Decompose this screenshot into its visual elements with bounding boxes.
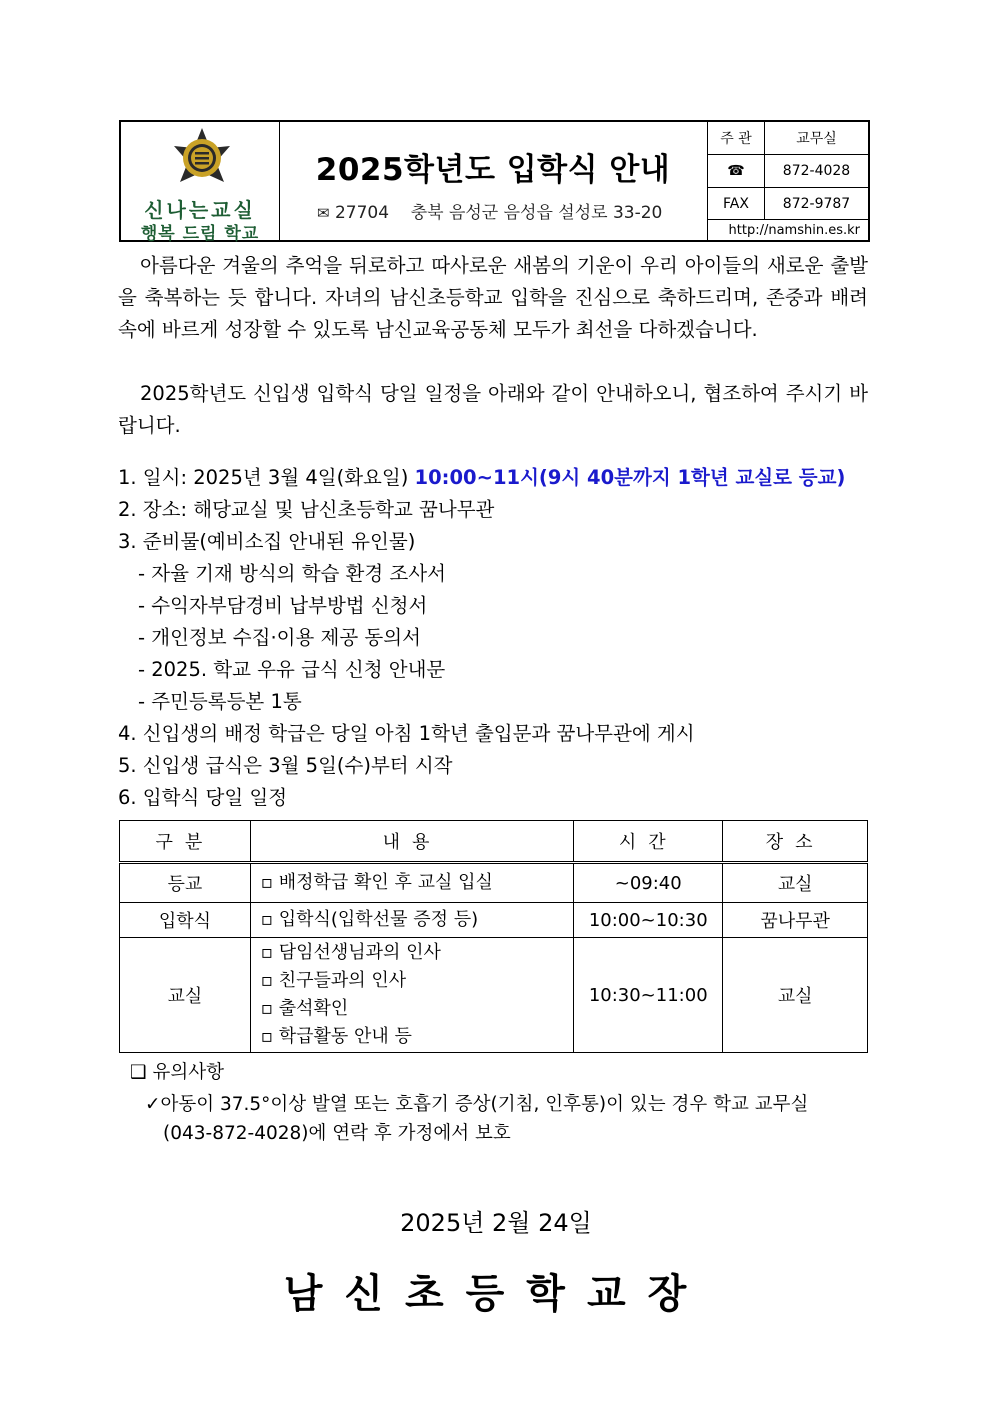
notes-line-1: ✓아동이 37.5°이상 발열 또는 호흡기 증상(기침, 인후통)이 있는 경우 학교 교무실 [145, 1094, 809, 1115]
info-cell [708, 122, 868, 240]
info-row-fax [708, 188, 868, 220]
item-1 [118, 462, 845, 490]
time-cell: ~09:40 [574, 863, 723, 903]
content-line: ▫ 학급활동 안내 등 [260, 1026, 412, 1047]
motto-line1: 신나는교실 [144, 198, 256, 222]
signature: 남신초등학교장 [283, 1271, 709, 1317]
logo-cell [121, 122, 280, 244]
page-title: 2025학년도 입학식 안내 [315, 152, 671, 188]
content-cell [250, 903, 573, 938]
info-key: 주 관 [708, 122, 765, 154]
content-cell [250, 863, 573, 903]
postcode: 27704 [334, 203, 390, 223]
item-6: 6. 입학식 당일 일정 [118, 786, 288, 809]
column-header: 시간 [574, 821, 723, 863]
title-cell [279, 122, 708, 240]
address: 충북 음성군 음성읍 설성로 33-20 [410, 203, 663, 223]
item-1-text: 1. 일시: 2025년 3월 4일(화요일) [118, 466, 415, 489]
item-4: 4. 신입생의 배정 학급은 당일 아침 1학년 출입문과 꿈나무관에 게시 [118, 722, 695, 745]
item-1-highlight: 10:00~11시(9시 40분까지 1학년 교실로 등교) [414, 466, 846, 489]
table-row [120, 863, 868, 903]
intro-paragraph-2: 2025학년도 신입생 입학식 당일 일정을 아래와 같이 안내하오니, 협조하여 주시기 바랍니다. [118, 382, 868, 437]
address-line [317, 198, 662, 223]
motto-line2: 행복 드림 학교 [140, 224, 260, 244]
info-value: 872-4028 [782, 163, 851, 179]
category-cell: 등교 [120, 863, 251, 903]
time-cell: 10:30~11:00 [574, 938, 723, 1053]
place-cell: 교실 [723, 938, 868, 1053]
info-key: FAX [708, 188, 765, 219]
sub-item: - 2025. 학교 우유 급식 신청 안내문 [138, 658, 446, 681]
school-url[interactable]: http://namshin.es.kr [728, 222, 860, 238]
column-header: 구분 [120, 821, 251, 863]
column-header: 내용 [250, 821, 573, 863]
content-cell [250, 938, 573, 1053]
content-line: ▫ 출석확인 [260, 998, 349, 1019]
place-cell: 꿈나무관 [723, 903, 868, 938]
category-cell: 입학식 [120, 903, 251, 938]
sub-item: - 주민등록등본 1통 [138, 690, 302, 713]
sub-item: - 자율 기재 방식의 학습 환경 조사서 [138, 562, 446, 585]
place-cell: 교실 [723, 863, 868, 903]
content-line: ▫ 담임선생님과의 인사 [260, 942, 441, 963]
document-date: 2025년 2월 24일 [400, 1209, 592, 1237]
mail-icon: ✉ [317, 204, 330, 222]
content-line: ▫ 입학식(입학선물 증정 등) [260, 909, 479, 930]
info-row-organizer [708, 122, 868, 155]
content-line: ▫ 친구들과의 인사 [260, 970, 407, 991]
time-cell: 10:00~10:30 [574, 903, 723, 938]
header-box [119, 120, 870, 242]
category-cell: 교실 [120, 938, 251, 1053]
content-line: ▫ 배정학급 확인 후 교실 입실 [260, 872, 493, 893]
table-row [120, 903, 868, 938]
info-row-phone [708, 155, 868, 188]
table-header-row [120, 821, 868, 863]
info-value: 교무실 [796, 131, 837, 147]
notes-line-2: (043-872-4028)에 연락 후 가정에서 보호 [163, 1123, 511, 1144]
notes-title: ❑ 유의사항 [130, 1062, 224, 1083]
phone-icon: ☎ [708, 155, 765, 187]
schedule-table [119, 820, 868, 1053]
table-row [120, 938, 868, 1053]
sub-item: - 수익자부담경비 납부방법 신청서 [138, 594, 428, 617]
item-5: 5. 신입생 급식은 3월 5일(수)부터 시작 [118, 754, 453, 777]
info-value: 872-9787 [782, 195, 851, 212]
intro-paragraph-1: 아름다운 겨울의 추억을 뒤로하고 따사로운 새봄의 기운이 우리 아이들의 새로운 출발을 축복하는 듯 합니다. 자녀의 남신초등학교 입학을 진심으로 축하드리며, 존중과 배려 속에 바르게 성장할 수 있도록 남신교육공동체 모두가 최선을 다하겠습니다. [118, 254, 868, 341]
item-3: 3. 준비물(예비소집 안내된 유인물) [118, 530, 416, 553]
column-header: 장소 [723, 821, 868, 863]
school-emblem-icon [166, 126, 238, 190]
sub-item: - 개인정보 수집·이용 제공 동의서 [138, 626, 421, 649]
item-2: 2. 장소: 해당교실 및 남신초등학교 꿈나무관 [118, 498, 495, 521]
